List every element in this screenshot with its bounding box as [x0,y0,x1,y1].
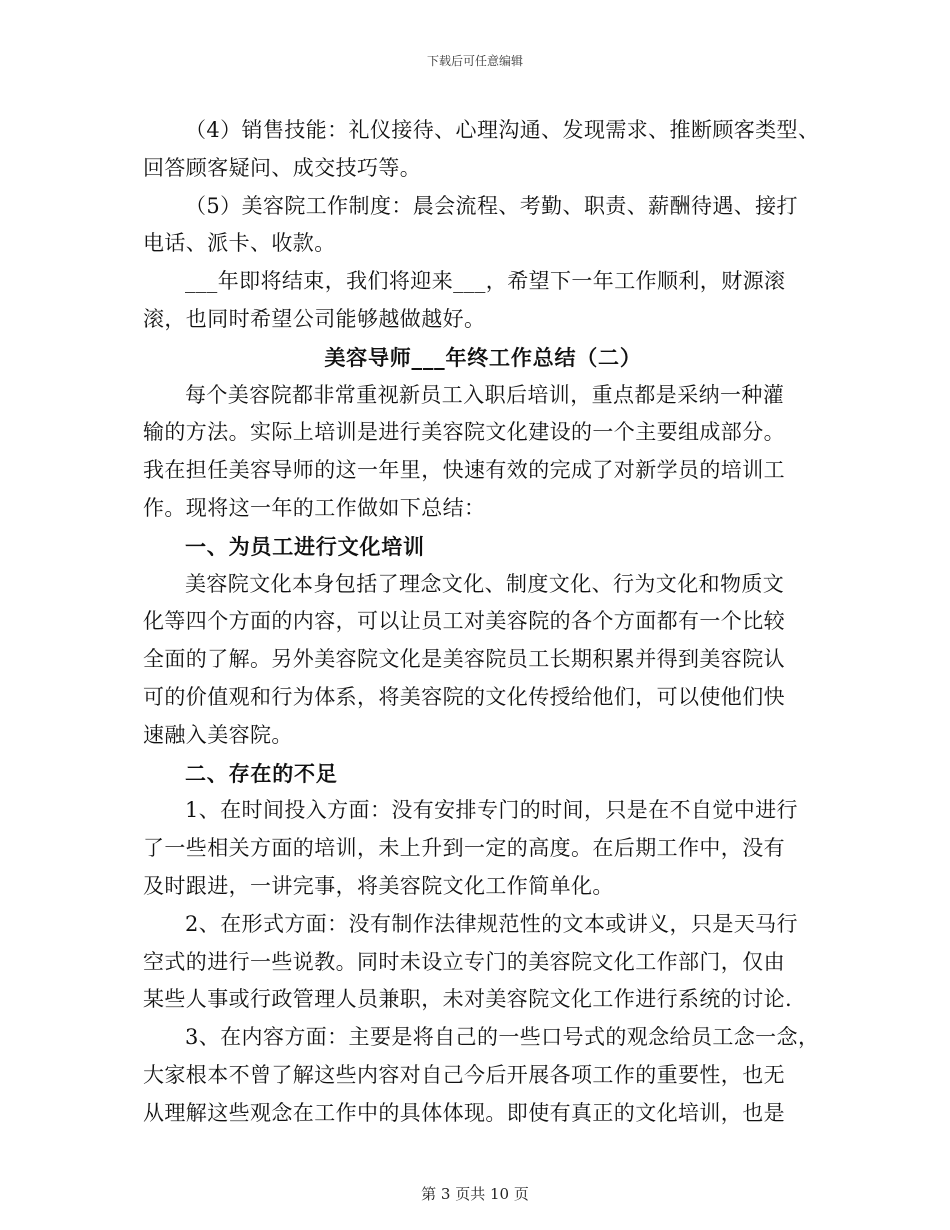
paragraph-line: 及时跟进，一讲完事，将美容院文化工作简单化。 [143,873,614,898]
paragraph-line: 了一些相关方面的培训，未上升到一定的高度。在后期工作中，没有 [143,836,785,861]
document-body [143,112,823,1133]
paragraph-line: 大家根本不曾了解这些内容对自己今后开展各项工作的重要性，也无 [143,1062,785,1087]
paragraph-line: 可的价值观和行为体系，将美容院的文化传授给他们，可以使他们快 [143,684,785,709]
paragraph-line: （5）美容院工作制度：晨会流程、考勤、职责、薪酬待遇、接打 [185,193,798,218]
paragraph-line: （4）销售技能：礼仪接待、心理沟通、发现需求、推断顾客类型、 [185,118,820,142]
paragraph-line: 作。现将这一年的工作做如下总结： [143,495,486,520]
paragraph-line: 某些人事或行政管理人员兼职，未对美容院文化工作进行系统的讨论. [143,987,793,1012]
section-title: 美容导师___年终工作总结（二） [324,344,642,370]
paragraph-line: 2、在形式方面：没有制作法律规范性的文本或讲义，只是天马行 [185,911,798,936]
paragraph-line: 我在担任美容导师的这一年里，快速有效的完成了对新学员的培训工 [143,458,785,483]
paragraph-line: 输的方法。实际上培训是进行美容院文化建设的一个主要组成部分。 [143,420,785,445]
paragraph-line: 1、在时间投入方面：没有安排专门的时间，只是在不自觉中进行 [185,798,798,823]
section-heading: 二、存在的不足 [185,760,338,786]
paragraph-line: 化等四个方面的内容，可以让员工对美容院的各个方面都有一个比较 [143,609,785,634]
paragraph-line: 美容院文化本身包括了理念文化、制度文化、行为文化和物质文 [185,571,785,596]
page-footer: 第 3 页共 10 页 [421,1185,529,1203]
paragraph-line: 滚，也同时希望公司能够越做越好。 [143,306,486,331]
paragraph-line: 全面的了解。另外美容院文化是美容院员工长期积累并得到美容院认 [143,647,785,672]
paragraph-line: 空式的进行一些说教。同时未设立专门的美容院文化工作部门，仅由 [143,949,785,974]
paragraph-line: 从理解这些观念在工作中的具体体现。即使有真正的文化培训，也是 [143,1100,785,1125]
page-header: 下载后可任意编辑 [426,54,523,68]
paragraph-line: 每个美容院都非常重视新员工入职后培训，重点都是采纳一种灌 [185,382,785,407]
paragraph-line: 速融入美容院。 [143,722,293,747]
paragraph-line: 回答顾客疑问、成交技巧等。 [143,155,422,180]
section-heading: 一、为员工进行文化培训 [185,533,425,559]
paragraph-line: 3、在内容方面：主要是将自己的一些口号式的观念给员工念一念， [185,1025,820,1050]
paragraph-line: ___年即将结束，我们将迎来___，希望下一年工作顺利，财源滚 [185,269,786,294]
paragraph-line: 电话、派卡、收款。 [143,231,336,256]
